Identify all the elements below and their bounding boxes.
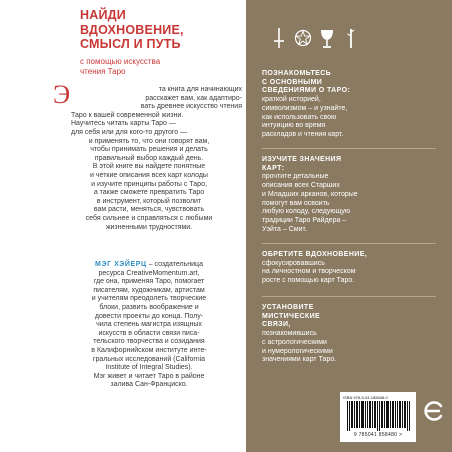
section-text-line: описания всех Старших (262, 182, 340, 190)
author-line: довести проекты до конца. Полу- (94, 312, 204, 320)
feature-section (262, 156, 436, 234)
section-title-line: ИЗУЧИТЕ ЗНАЧЕНИЯ (262, 156, 342, 163)
intro-line: для себя или для кого-то другого — (71, 128, 188, 136)
feature-section (262, 304, 436, 365)
section-title (262, 304, 436, 330)
section-text (262, 96, 436, 140)
section-title (262, 156, 436, 173)
section-title-line: ПОЗНАКОМЬТЕСЬ (262, 70, 332, 77)
intro-line: в инструмент, который позволит (96, 197, 202, 205)
section-text (262, 173, 436, 234)
author-line: залива Сан-Франциско. (110, 381, 188, 389)
section-divider (262, 243, 436, 244)
intro-line: вам расти, меняться, чувствовать (93, 206, 205, 214)
intro-line: и изучите принципы работы с Таро, (91, 180, 207, 188)
intro-text (56, 86, 242, 232)
dropcap-letter: Э (53, 80, 71, 109)
intro-line: та книга для начинающих (158, 86, 242, 93)
section-text-line: значениями карт Таро. (262, 356, 337, 364)
headline-line: НАЙДИ (80, 8, 126, 22)
section-title-line: КАРТ: (262, 164, 285, 172)
author-line: чила степень магистра изящных (96, 321, 202, 329)
headline (80, 8, 246, 52)
section-title-line: СВЯЗИ, (262, 321, 291, 329)
author-line: где она, применяя Таро, помогает (93, 278, 205, 286)
headline-line: СМЫСЛ И ПУТЬ (80, 37, 181, 51)
author-line: Institute of Integral Studies). (105, 364, 193, 372)
section-text-line: Уэйта – Смит. (262, 225, 307, 233)
intro-line: чтобы принимать решения и делать (90, 146, 208, 154)
section-text-line: любую колоду, следующую (262, 208, 351, 216)
section-text-line: краткой историей, (262, 96, 321, 104)
intro-line: Таро к вашей современной жизни. (71, 111, 184, 119)
feature-section (262, 70, 436, 140)
section-text-line: прочтите детальные (262, 173, 329, 181)
author-line: тельского творчества и созидания (93, 338, 205, 346)
section-title-line: СВЕДЕНИЯМИ О ТАРО: (262, 87, 351, 95)
intro-line: а также сможете превратить Таро (93, 189, 205, 197)
section-title-line: ОБРЕТИТЕ ВДОХНОВЕНИЕ, (262, 251, 368, 258)
section-title (262, 70, 436, 96)
section-text-line: на личностном и творческом (262, 268, 356, 276)
section-text-line: и нумерологическими (262, 347, 333, 355)
section-text-line: традиции Таро Райдера – (262, 216, 347, 224)
section-title-line: МИСТИЧЕСКИЕ (262, 312, 321, 320)
subtitle (80, 57, 246, 76)
section-text-line: помогут вам освоить (262, 199, 330, 207)
cup-icon (318, 27, 336, 49)
tarot-symbols (270, 27, 362, 49)
author-line: в Калифорнийском институте инте- (91, 346, 207, 354)
section-text-line: познакомившись (262, 330, 317, 338)
section-divider (262, 296, 436, 297)
section-text-line: и Младших арканов, которые (262, 190, 358, 198)
subtitle-line: чтения Таро (80, 66, 126, 76)
wand-icon (342, 27, 360, 49)
author-line (56, 261, 242, 270)
author-line: ресурса CreativeMomentum.art, (98, 269, 200, 277)
section-title-line: УСТАНОВИТЕ (262, 304, 314, 311)
barcode-digits: 9 785041 858480 > (353, 432, 403, 438)
section-text (262, 330, 436, 365)
section-text (262, 260, 436, 286)
isbn-label: ISBN 978-5-04-185848-0 (343, 395, 388, 400)
intro-line: вать древнее искусство чтения (140, 103, 242, 111)
intro-line: и применять то, что они говорят вам, (88, 137, 210, 145)
section-text-line: сфокусировавшись (262, 259, 325, 267)
feature-section (262, 251, 436, 286)
author-line: блоки, развить воображение и (99, 303, 199, 311)
intro-line: и четкие описания всех карт колоды (90, 171, 208, 179)
headline-line: ВДОХНОВЕНИЕ, (80, 22, 184, 37)
barcode (340, 392, 416, 442)
section-text-line: символизмом – и узнайте, (262, 104, 348, 112)
section-divider (262, 148, 436, 149)
section-text-line: с астрологическими (262, 338, 327, 346)
section-text-line: как использовать свою (262, 113, 337, 121)
intro-line: жизненными трудностями. (105, 223, 193, 231)
author-line: гральных исследований (California (92, 355, 206, 363)
author-line: искусств в области связи писа- (98, 329, 200, 337)
subtitle-line: с помощью искусства (80, 57, 161, 66)
section-text-line: интуицию во время (262, 122, 326, 130)
barcode-bars (346, 401, 410, 431)
author-line: Мэг живет и читает Таро в районе (93, 372, 205, 380)
intro-line: Научитесь читать карты Таро — (71, 120, 176, 128)
pentacle-icon (294, 27, 312, 49)
author-line-rest: – создательница (146, 261, 203, 268)
author-bio (56, 261, 242, 390)
publisher-logo-icon (422, 401, 444, 421)
author-line: и учителям преодолеть творческие (91, 295, 207, 303)
author-line: писателям, художникам, артистам (93, 286, 205, 294)
author-name: МЭГ ХЭЙЕРЦ (95, 261, 147, 268)
intro-line: В этой книге вы найдете понятные (92, 163, 206, 171)
intro-line: себя сильнее и справляться с любыми (85, 214, 213, 222)
section-title (262, 251, 436, 260)
intro-line: расскажет вам, как адаптиро- (145, 94, 242, 102)
sword-icon (270, 27, 288, 49)
section-text-line: раскладов и чтения карт. (262, 130, 344, 138)
intro-line: правильный выбор каждый день. (94, 154, 204, 162)
section-text-line: росте с помощью карт Таро. (262, 277, 355, 285)
section-title-line: С ОСНОВНЫМИ (262, 78, 323, 86)
